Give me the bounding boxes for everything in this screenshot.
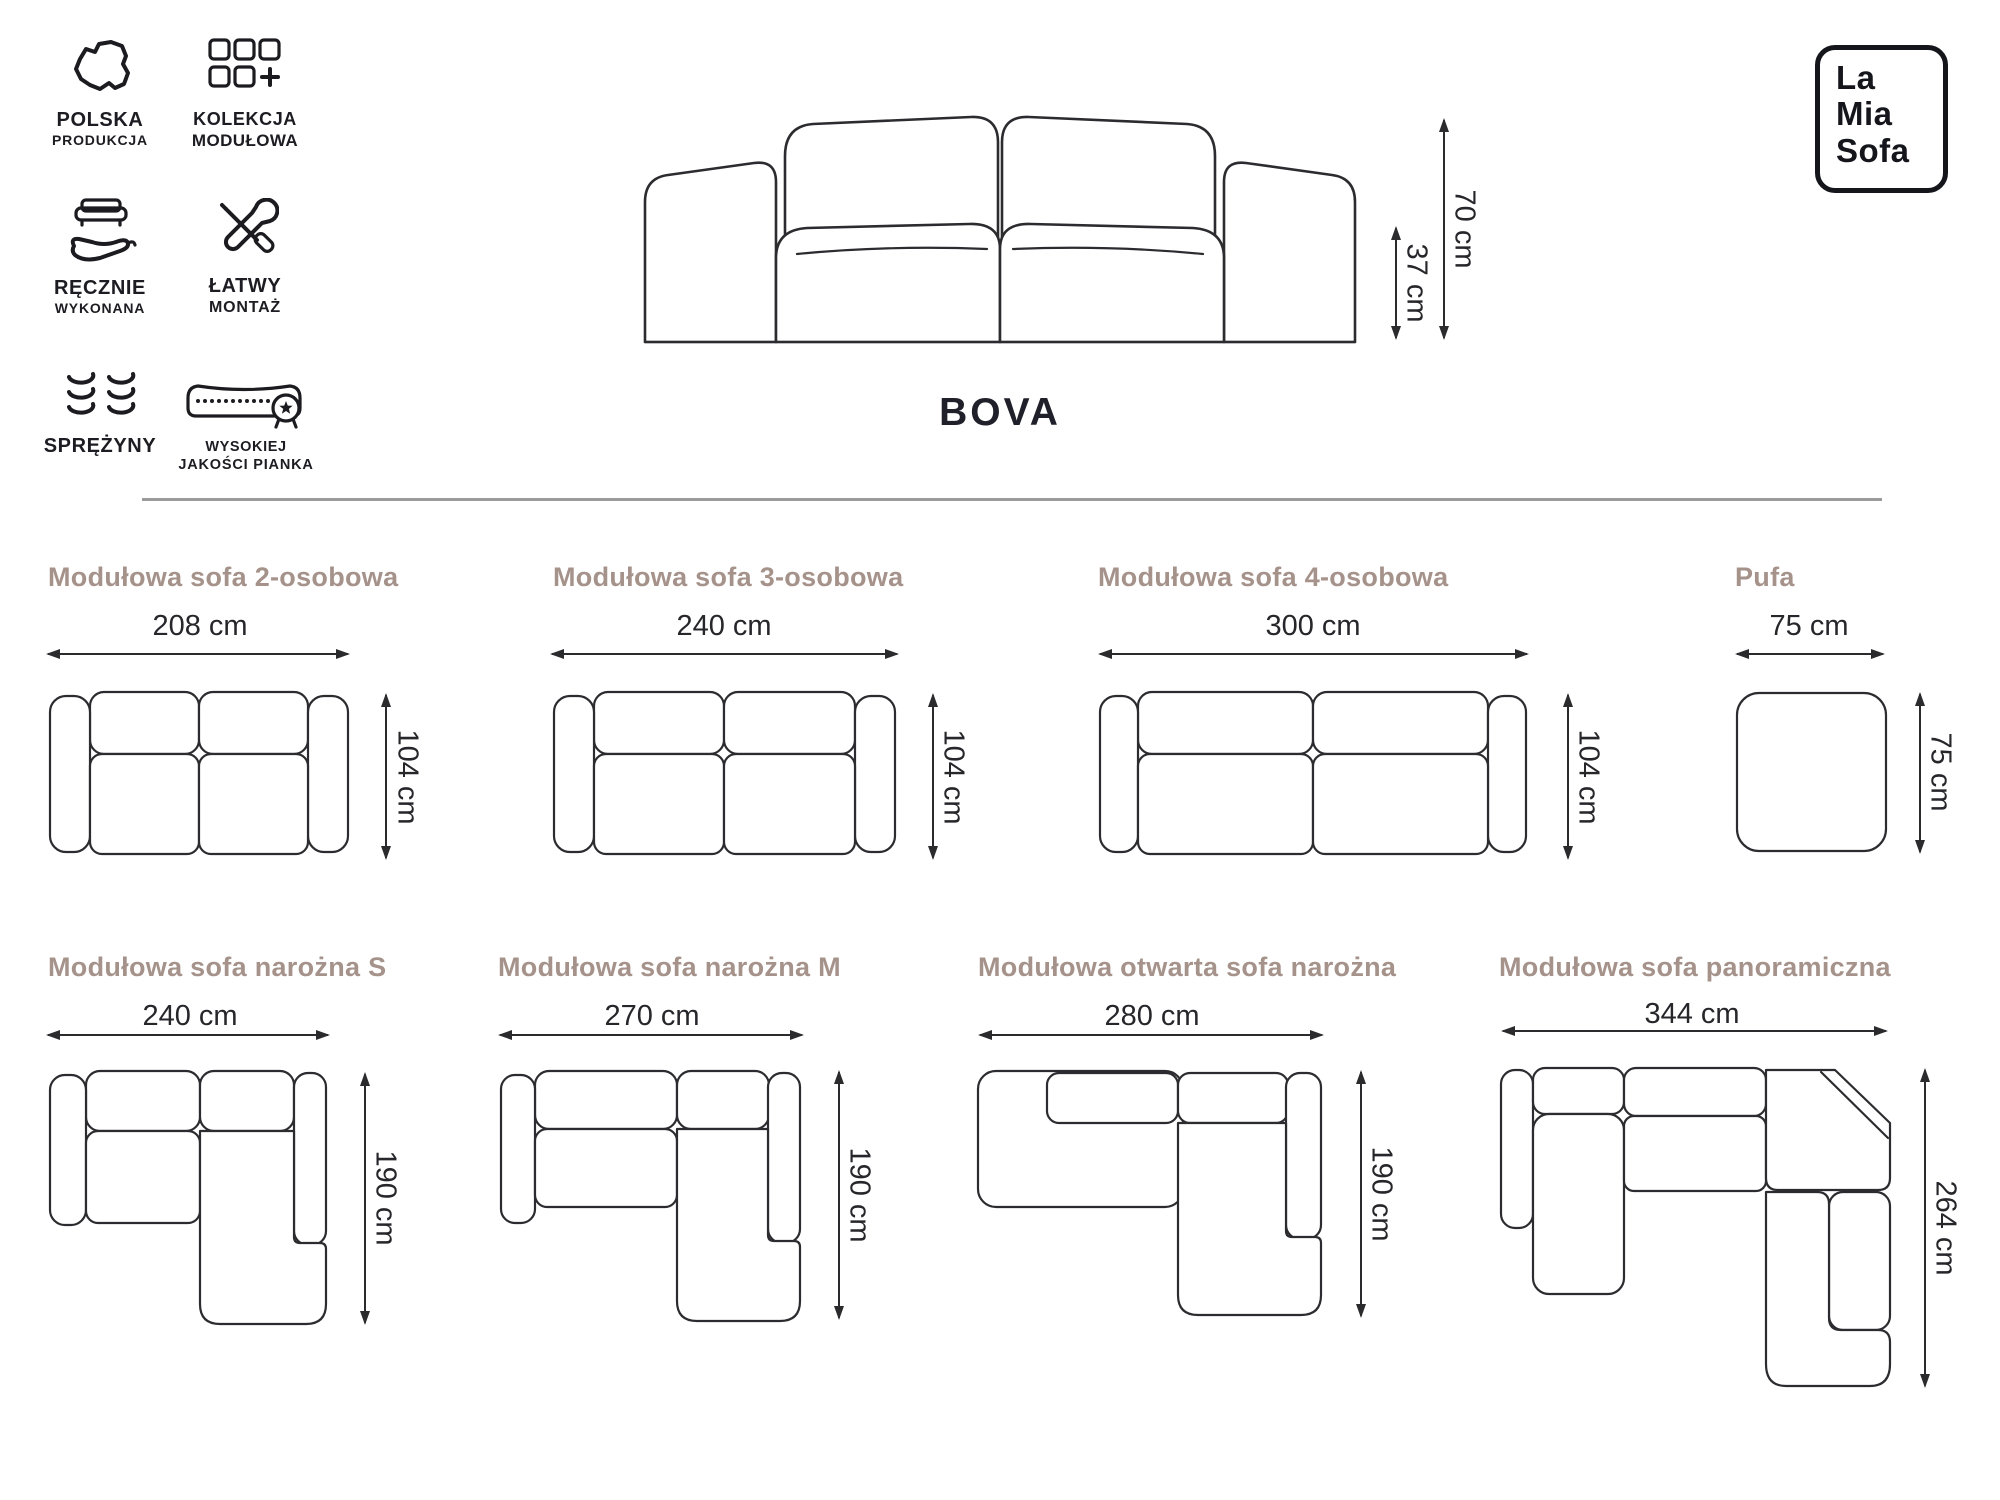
feature-item xyxy=(166,38,324,151)
poland-map-icon xyxy=(67,38,133,100)
width-arrow xyxy=(48,653,348,655)
depth-dim-label: 264 cm xyxy=(1929,1180,1962,1276)
depth-dim-label: 104 cm xyxy=(391,729,424,825)
product-name: BOVA xyxy=(939,391,1061,434)
modular-collection-icon xyxy=(208,38,282,100)
feature-item xyxy=(166,198,324,318)
corner-sofa-m-plan xyxy=(499,1071,802,1321)
height-arrow xyxy=(1443,120,1445,338)
feature-label-primary: ŁATWY xyxy=(208,275,282,297)
feature-label-secondary: PRODUKCJA xyxy=(52,132,148,148)
pouf-plan xyxy=(1735,691,1888,853)
variant-title: Modułowa sofa 2-osobowa xyxy=(48,562,399,592)
width-arrow xyxy=(500,1034,802,1036)
header-divider xyxy=(142,498,1882,501)
depth-dim-label: 190 cm xyxy=(369,1150,402,1246)
variant-title: Modułowa sofa panoramiczna xyxy=(1499,952,1891,982)
width-arrow xyxy=(1100,653,1527,655)
width-arrow xyxy=(552,653,897,655)
width-dim-label: 240 cm xyxy=(676,610,772,642)
feature-item xyxy=(30,38,170,150)
logo-line: Sofa xyxy=(1836,131,1910,169)
feature-label-primary: KOLEKCJA xyxy=(193,109,297,129)
sofa-2-seater-plan xyxy=(48,690,350,858)
variant-title: Modułowa sofa narożna M xyxy=(498,952,841,982)
height-dim-label: 70 cm xyxy=(1448,189,1481,269)
feature-label-primary: RĘCZNIE xyxy=(54,277,146,299)
variant-title: Pufa xyxy=(1735,562,1795,592)
width-dim-label: 270 cm xyxy=(604,1000,700,1032)
corner-sofa-s-plan xyxy=(48,1071,328,1326)
depth-dim-label: 75 cm xyxy=(1924,732,1957,812)
feature-label-secondary: MONTAŻ xyxy=(208,299,282,316)
width-dim-label: 280 cm xyxy=(1104,1000,1200,1032)
sofa-4-seater-plan xyxy=(1098,690,1528,858)
easy-assembly-icon xyxy=(211,198,279,266)
handmade-icon xyxy=(62,196,138,268)
feature-label-primary: WYSOKIEJ xyxy=(205,439,287,455)
seat-height-arrow xyxy=(1395,228,1397,338)
variant-title: Modułowa sofa 4-osobowa xyxy=(1098,562,1449,592)
depth-dim-label: 190 cm xyxy=(843,1147,876,1243)
panoramic-sofa-plan xyxy=(1501,1068,1890,1386)
width-dim-label: 300 cm xyxy=(1265,610,1361,642)
feature-label-secondary: JAKOŚCI PIANKA xyxy=(178,456,314,473)
width-arrow xyxy=(48,1034,328,1036)
open-corner-sofa-plan xyxy=(978,1071,1323,1317)
feature-label-primary: SPRĘŻYNY xyxy=(43,435,157,457)
depth-dim-label: 104 cm xyxy=(1572,729,1605,825)
depth-arrow xyxy=(385,695,387,858)
depth-arrow xyxy=(1567,695,1569,858)
feature-label-secondary: WYKONANA xyxy=(54,300,146,316)
depth-dim-label: 190 cm xyxy=(1365,1146,1398,1242)
hero-sofa-drawing xyxy=(635,102,1365,347)
variant-title: Modułowa otwarta sofa narożna xyxy=(978,952,1397,982)
brand-logo xyxy=(1815,45,1948,193)
springs-icon xyxy=(61,364,139,426)
width-arrow xyxy=(1503,1030,1886,1032)
feature-label-secondary: MODUŁOWA xyxy=(191,130,299,150)
variant-title: Modułowa sofa narożna S xyxy=(48,952,387,982)
width-arrow xyxy=(980,1034,1322,1036)
depth-arrow xyxy=(1360,1072,1362,1316)
foam-dots xyxy=(196,399,270,403)
depth-arrow xyxy=(1924,1070,1926,1386)
feature-label-primary: POLSKA xyxy=(56,109,144,131)
seat-height-dim-label: 37 cm xyxy=(1400,243,1433,323)
width-dim-label: 208 cm xyxy=(152,610,248,642)
foam-quality-icon xyxy=(184,370,308,430)
depth-arrow xyxy=(932,695,934,858)
depth-arrow xyxy=(364,1074,366,1323)
logo-line: La xyxy=(1836,59,1876,96)
feature-item xyxy=(30,196,170,318)
depth-arrow xyxy=(1919,694,1921,852)
width-dim-label: 75 cm xyxy=(1769,610,1849,642)
width-dim-label: 344 cm xyxy=(1644,998,1740,1030)
variant-title: Modułowa sofa 3-osobowa xyxy=(553,562,904,592)
depth-dim-label: 104 cm xyxy=(937,729,970,825)
sofa-3-seater-plan xyxy=(552,690,897,858)
width-arrow xyxy=(1737,653,1883,655)
feature-item xyxy=(146,370,346,474)
width-dim-label: 240 cm xyxy=(142,1000,238,1032)
depth-arrow xyxy=(838,1072,840,1318)
logo-line: Mia xyxy=(1836,95,1893,133)
